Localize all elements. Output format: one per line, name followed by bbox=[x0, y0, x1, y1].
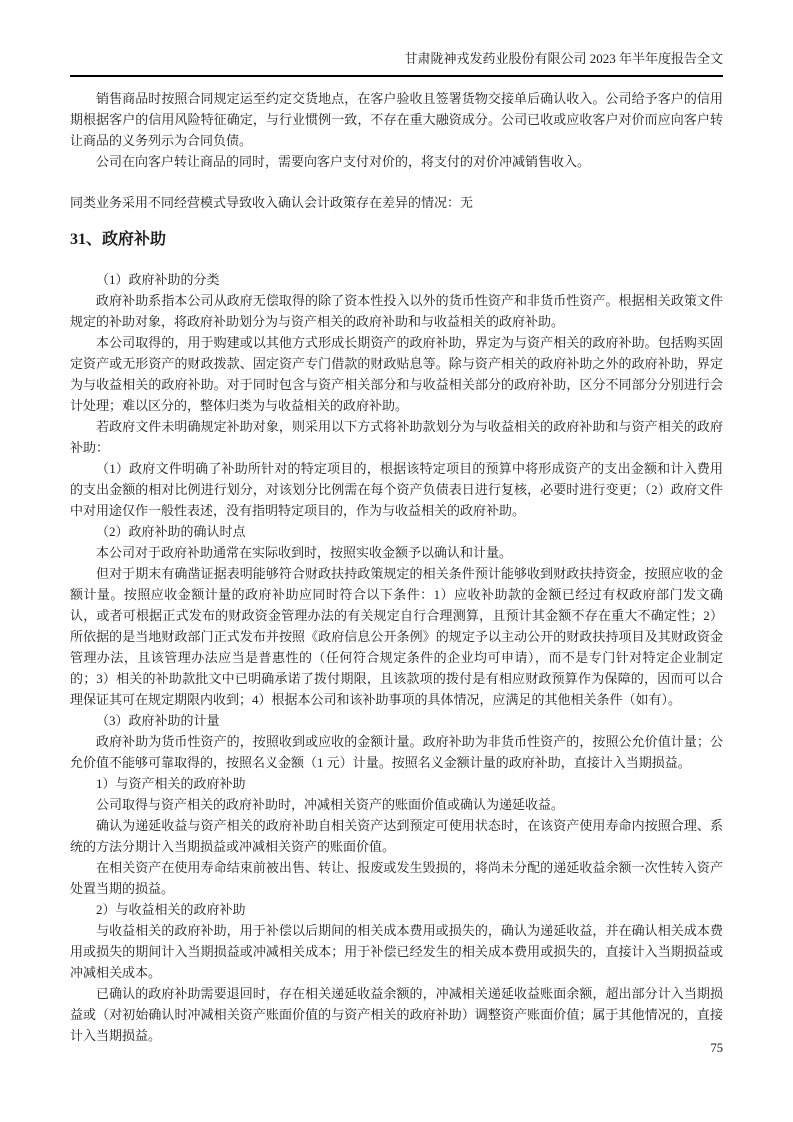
subsection-heading-recognition-timing: （2）政府补助的确认时点 bbox=[96, 524, 246, 539]
page-header bbox=[70, 50, 723, 77]
subsection-heading-classification: （1）政府补助的分类 bbox=[96, 272, 220, 287]
paragraph-policy-difference-note: 同类业务采用不同经营模式导致收入确认会计政策存在差异的情况：无 bbox=[70, 195, 474, 210]
report-header-title: 甘肃陇神戎发药业股份有限公司 2023 年半年度报告全文 bbox=[404, 51, 723, 66]
paragraph-income-related-2: 已确认的政府补助需要退回时，存在相关递延收益余额的，冲减相关递延收益账面余额，超出部分计入当期损益或（对初始确认时冲减相关资产账面价值的与资产相关的政府补助）调整资产账面价值；属于其他情况的，直接计入当期损益。 bbox=[70, 986, 723, 1043]
document-body bbox=[70, 88, 723, 1046]
paragraph-revenue-recognition-2: 公司在向客户转让商品的同时，需要向客户支付对价的，将支付的对价冲减销售收入。 bbox=[96, 154, 591, 169]
section-heading-government-subsidy: 31、政府补助 bbox=[70, 231, 167, 248]
item-heading-asset-related: 1）与资产相关的政府补助 bbox=[96, 776, 246, 791]
paragraph-income-related-1: 与收益相关的政府补助，用于补偿以后期间的相关成本费用或损失的，确认为递延收益，并在确认相关成本费用或损失的期间计入当期损益或冲减相关成本；用于补偿已经发生的相关成本费用或损失的，直接计入当期损益或冲减相关成本。 bbox=[70, 923, 723, 980]
page-number: 75 bbox=[710, 1041, 723, 1055]
subsection-heading-measurement: （3）政府补助的计量 bbox=[96, 713, 220, 728]
paragraph-asset-related-1: 公司取得与资产相关的政府补助时，冲减相关资产的账面价值或确认为递延收益。 bbox=[96, 797, 565, 812]
paragraph-classification-1: 政府补助系指本公司从政府无偿取得的除了资本性投入以外的货币性资产和非货币性资产。根据相关政策文件规定的补助对象，将政府补助划分为与资产相关的政府补助和与收益相关的政府补助。 bbox=[70, 293, 723, 329]
paragraph-recognition-timing-1: 本公司对于政府补助通常在实际收到时，按照实收金额予以确认和计量。 bbox=[96, 545, 513, 560]
paragraph-classification-2: 本公司取得的，用于购建或以其他方式形成长期资产的政府补助，界定为与资产相关的政府补助。包括购买固定资产或无形资产的财政拨款、固定资产专门借款的财政贴息等。除与资产相关的政府补助之外的政府补助，界定为与收益相关的政府补助。对于同时包含与资产相关部分和与收益相关部分的政府补助，区分不同部分分别进行会计处理；难以区分的，整体归类为与收益相关的政府补助。 bbox=[70, 335, 723, 413]
paragraph-recognition-timing-2: 但对于期末有确凿证据表明能够符合财政扶持政策规定的相关条件预计能够收到财政扶持资金，按照应收的金额计量。按照应收金额计量的政府补助应同时符合以下条件：1）应收补助款的金额已经过有权政府部门发文确认，或者可根据正式发布的财政资金管理办法的有关规定自行合理测算，且预计其金额不存在重大不确定性；2）所依据的是当地财政部门正式发布并按照《政府信息公开条例》的规定予以主动公开的财政扶持项目及其财政资金管理办法，且该管理办法应当是普惠性的（任何符合规定条件的企业均可申请），而不是专门针对特定企业制定的；3）相关的补助款批文中已明确承诺了拨付期限，且该款项的拨付是有相应财政预算作为保障的，因而可以合理保证其可在规定期限内收到；4）根据本公司和该补助事项的具体情况，应满足的其他相关条件（如有）。 bbox=[70, 566, 723, 707]
item-heading-income-related: 2）与收益相关的政府补助 bbox=[96, 902, 246, 917]
page-footer bbox=[70, 1040, 723, 1056]
paragraph-asset-related-3: 在相关资产在使用寿命结束前被出售、转让、报废或发生毁损的，将尚未分配的递延收益余额一次性转入资产处置当期的损益。 bbox=[70, 860, 723, 896]
paragraph-measurement-1: 政府补助为货币性资产的，按照收到或应收的金额计量。政府补助为非货币性资产的，按照公允价值计量；公允价值不能够可靠取得的，按照名义金额（1 元）计量。按照名义金额计量的政府补助，直接计入当期损益。 bbox=[70, 734, 723, 770]
paragraph-classification-4: （1）政府文件明确了补助所针对的特定项目的，根据该特定项目的预算中将形成资产的支出金额和计入费用的支出金额的相对比例进行划分，对该划分比例需在每个资产负债表日进行复核，必要时进行变更；（2）政府文件中对用途仅作一般性表述，没有指明特定项目的，作为与收益相关的政府补助。 bbox=[70, 461, 723, 518]
paragraph-revenue-recognition-1: 销售商品时按照合同规定运至约定交货地点，在客户验收且签署货物交接单后确认收入。公司给予客户的信用期根据客户的信用风险特征确定，与行业惯例一致，不存在重大融资成分。公司已收或应收客户对价而应向客户转让商品的义务列示为合同负债。 bbox=[70, 91, 723, 148]
paragraph-asset-related-2: 确认为递延收益与资产相关的政府补助自相关资产达到预定可使用状态时，在该资产使用寿命内按照合理、系统的方法分期计入当期损益或冲减相关资产的账面价值。 bbox=[70, 818, 723, 854]
paragraph-classification-3: 若政府文件未明确规定补助对象，则采用以下方式将补助款划分为与收益相关的政府补助和与资产相关的政府补助： bbox=[70, 419, 723, 455]
